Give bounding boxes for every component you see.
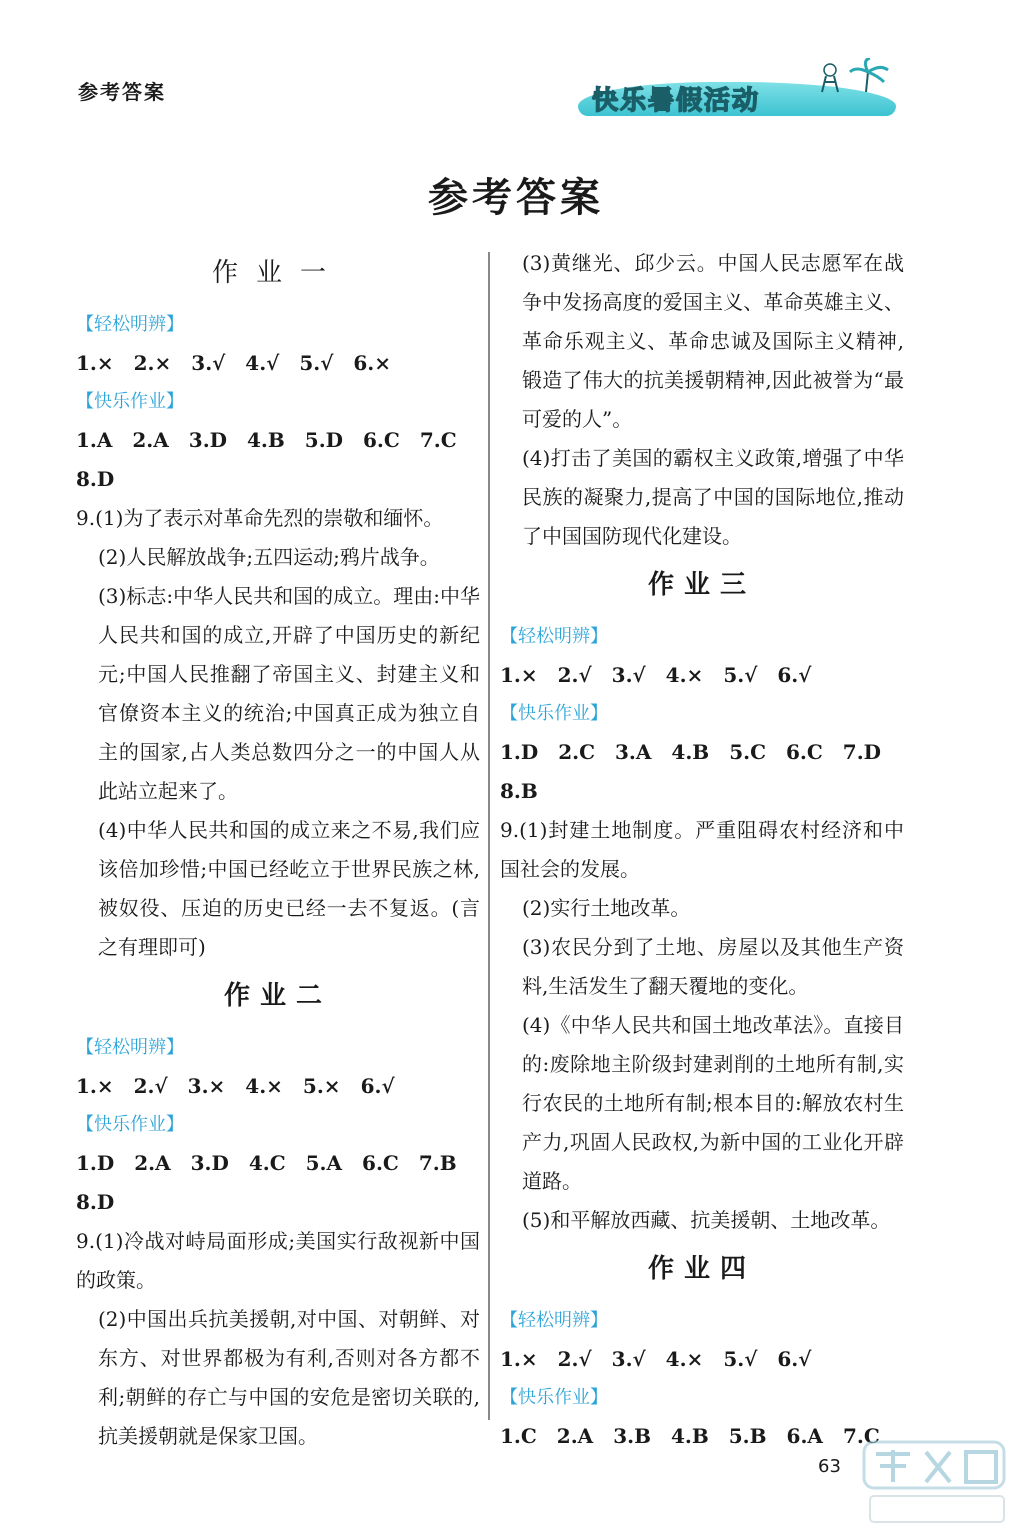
tag-easy-judge: 【轻松明辨】: [76, 314, 184, 335]
page-title: 参考答案: [428, 174, 604, 221]
answer-multiple-choice-extra: 8.D: [76, 467, 115, 491]
tag-happy-homework: 【快乐作业】: [500, 703, 608, 724]
section-title-hw1: 作业一: [211, 258, 344, 288]
watermark-logo-icon: [850, 1438, 1020, 1528]
answer-q9-part3: (3)黄继光、邱少云。中国人民志愿军在战争中发扬高度的爱国主义、革命英雄主义、革命乐观主义、革命忠诚及国际主义精神,锻造了伟大的抗美援朝精神,因此被誉为“最可爱的人”。: [522, 251, 904, 431]
answer-multiple-choice: 1.D 2.C 3.A 4.B 5.C 6.C 7.D: [500, 740, 882, 764]
answer-q9-part2: (2)人民解放战争;五四运动;鸦片战争。: [98, 545, 440, 569]
answer-q9-part3: (3)农民分到了土地、房屋以及其他生产资料,生活发生了翻天覆地的变化。: [522, 935, 904, 998]
answer-q9-part4: (4)中华人民共和国的成立来之不易,我们应该倍加珍惜;中国已经屹立于世界民族之林,被奴役、压迫的历史已经一去不复返。(言之有理即可): [98, 818, 480, 959]
answer-q9-part2: (2)实行土地改革。: [522, 896, 691, 920]
answer-multiple-choice-extra: 8.B: [500, 779, 538, 803]
tag-easy-judge: 【轻松明辨】: [500, 626, 608, 647]
answer-multiple-choice: 1.D 2.A 3.D 4.C 5.A 6.C 7.B: [76, 1151, 457, 1175]
answer-true-false: 1.× 2.√ 3.√ 4.× 5.√ 6.√: [500, 1347, 812, 1371]
answer-multiple-choice: 1.A 2.A 3.D 4.B 5.D 6.C 7.C: [76, 428, 457, 452]
section-title-hw4: 作业四: [647, 1254, 756, 1284]
summer-scene-icon: [800, 58, 896, 98]
left-column: [76, 244, 480, 1456]
header-banner: [578, 58, 896, 120]
answer-q9-part4: (4)《中华人民共和国土地改革法》。直接目的:废除地主阶级封建剥削的土地所有制,实行农民的土地所有制;根本目的:解放农村生产力,巩固人民政权,为新中国的工业化开辟道路。: [522, 1013, 904, 1193]
answer-q9-part1: 9.(1)为了表示对革命先烈的崇敬和缅怀。: [76, 506, 444, 530]
answer-q9-part1: 9.(1)冷战对峙局面形成;美国实行敌视新中国的政策。: [76, 1229, 480, 1292]
answer-true-false: 1.× 2.√ 3.√ 4.× 5.√ 6.√: [500, 663, 812, 687]
answer-true-false: 1.× 2.× 3.√ 4.√ 5.√ 6.×: [76, 351, 391, 375]
banner-title: 快乐暑假活动: [592, 86, 761, 116]
tag-happy-homework: 【快乐作业】: [76, 1114, 184, 1135]
right-column: [500, 244, 904, 1456]
answer-q9-part5: (5)和平解放西藏、抗美援朝、土地改革。: [522, 1208, 891, 1232]
answer-multiple-choice-extra: 8.D: [76, 1190, 115, 1214]
answer-q9-part1: 9.(1)封建土地制度。严重阻碍农村经济和中国社会的发展。: [500, 818, 904, 881]
answer-q9-part2: (2)中国出兵抗美援朝,对中国、对朝鲜、对东方、对世界都极为有利,否则对各方都不利;朝鲜的存亡与中国的安危是密切关联的,抗美援朝就是保家卫国。: [98, 1307, 480, 1448]
section-title-hw2: 作业二: [223, 981, 332, 1011]
answer-true-false: 1.× 2.√ 3.× 4.× 5.× 6.√: [76, 1074, 395, 1098]
tag-happy-homework: 【快乐作业】: [76, 391, 184, 412]
tag-happy-homework: 【快乐作业】: [500, 1387, 608, 1408]
section-title-hw3: 作业三: [647, 570, 756, 600]
tag-easy-judge: 【轻松明辨】: [500, 1310, 608, 1331]
answer-q9-part4: (4)打击了美国的霸权主义政策,增强了中华民族的凝聚力,提高了中国的国际地位,推动了中国国防现代化建设。: [522, 446, 904, 548]
answer-multiple-choice: 1.C 2.A 3.B 4.B 5.B 6.A 7.C: [500, 1424, 880, 1448]
running-header: 参考答案: [78, 80, 166, 104]
tag-easy-judge: 【轻松明辨】: [76, 1037, 184, 1058]
column-divider: [488, 252, 490, 1420]
answer-q9-part3: (3)标志:中华人民共和国的成立。理由:中华人民共和国的成立,开辟了中国历史的新纪元;中国人民推翻了帝国主义、封建主义和官僚资本主义的统治;中国真正成为独立自主的国家,占人类总数四分之一的中国人从此站立起来了。: [98, 584, 480, 803]
page-number: 63: [818, 1456, 841, 1477]
